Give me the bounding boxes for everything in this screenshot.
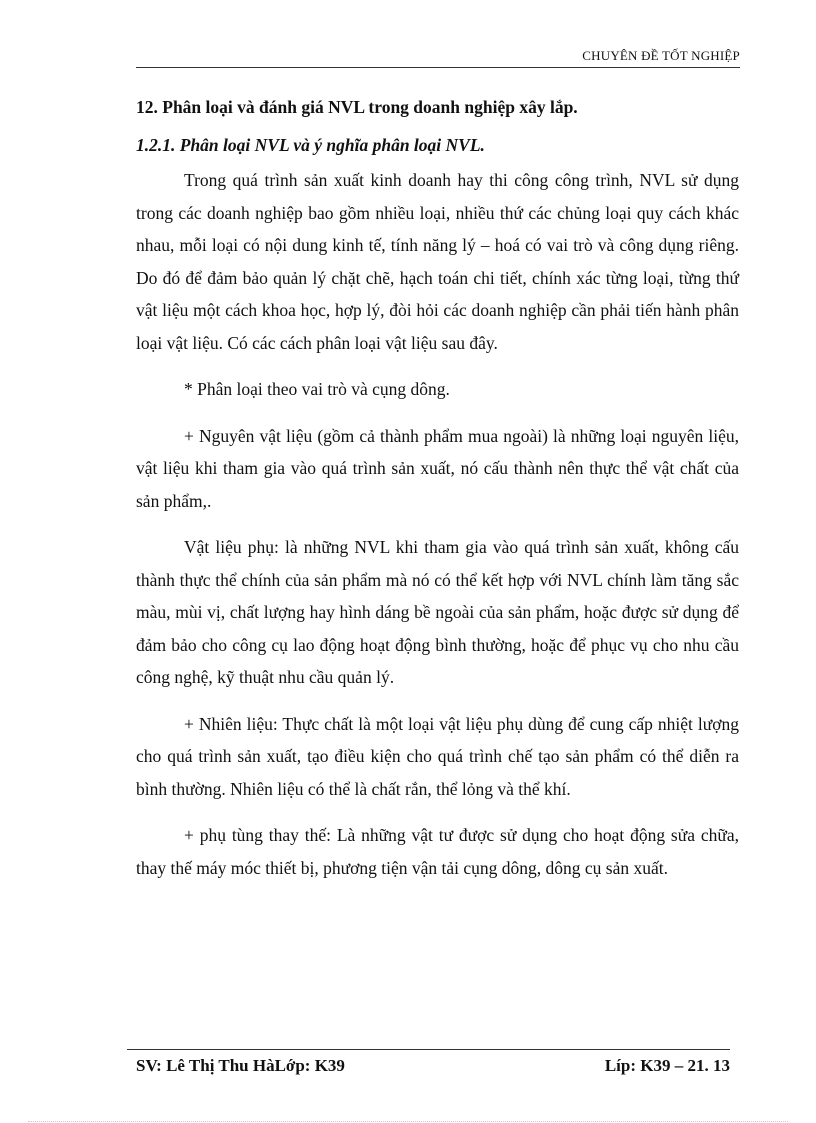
paragraph-raw-materials: + Nguyên vật liệu (gồm cả thành phẩm mua ngoài) là những loại nguyên liệu, vật liệu khi tham gia vào quá trình sản xuất, nó cấu thành nên thực thể vật chất của sản phẩm,. — [136, 425, 739, 511]
paragraph-fuel: + Nhiên liệu: Thực chất là một loại vật liệu phụ dùng để cung cấp nhiệt lượng cho quá trình sản xuất, tạo điều kiện cho quá trình chế tạo sản phẩm có thể diễn ra bình thường. Nhiên liệu có thể là chất rắn, thể lỏng và thể khí. — [136, 713, 739, 799]
section-subheading: 1.2.1. Phân loại NVL và ý nghĩa phân loại NVL. — [136, 135, 485, 155]
header-title: CHUYÊN ĐỀ TỐT NGHIỆP — [582, 48, 740, 63]
footer-student-info: SV: Lê Thị Thu HàLớp: K39 — [136, 1056, 345, 1075]
header-divider — [136, 67, 740, 68]
paragraph-spare-parts: + phụ tùng thay thế: Là những vật tư được sử dụng cho hoạt động sửa chữa, thay thế máy móc thiết bị, phương tiện vận tải cụng dông, dông cụ sản xuất. — [136, 825, 739, 878]
page-edge — [28, 1121, 788, 1122]
paragraph-classification: * Phân loại theo vai trò và cụng dông. — [184, 379, 450, 399]
paragraph-auxiliary-materials: Vật liệu phụ: là những NVL khi tham gia vào quá trình sản xuất, không cấu thành thực thể chính của sản phẩm mà nó có thể kết hợp với NVL chính làm tăng sắc màu, mùi vị, chất lượng hay hình dáng bề ngoài của sản phẩm, hoặc được sử dụng để đảm bảo cho công cụ lao động hoạt động bình thường, hoặc để phục vụ cho nhu cầu công nghệ, kỹ thuật nhu cầu quản lý. — [136, 537, 739, 687]
paragraph-intro: Trong quá trình sản xuất kinh doanh hay thi công công trình, NVL sử dụng trong các doanh nghiệp bao gồm nhiều loại, nhiều thứ các chủng loại quy cách khác nhau, mỗi loại có nội dung kinh tế, tính năng lý – hoá có vai trò và công dụng riêng. Do đó để đảm bảo quản lý chặt chẽ, hạch toán chi tiết, chính xác từng loại, từng thứ vật liệu một cách khoa học, hợp lý, đòi hỏi các doanh nghiệp cần phải tiến hành phân loại vật liệu. Có các cách phân loại vật liệu sau đây. — [136, 170, 739, 353]
footer-class-info: Líp: K39 – 21. 13 — [604, 1056, 730, 1075]
section-heading: 12. Phân loại và đánh giá NVL trong doanh nghiệp xây lắp. — [136, 97, 578, 117]
document-body — [136, 94, 739, 884]
footer-divider — [127, 1049, 730, 1050]
